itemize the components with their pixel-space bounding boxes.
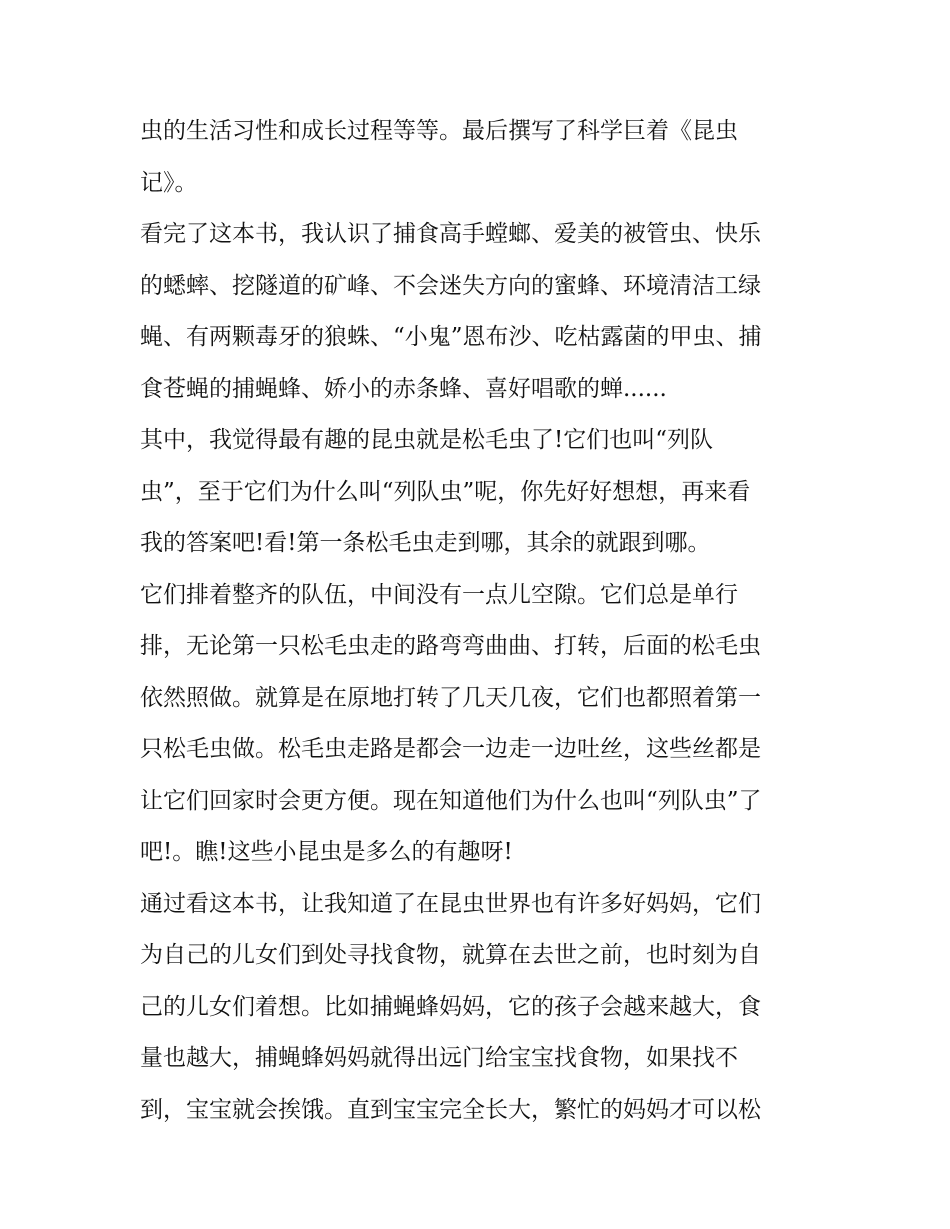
text-line: 记》。: [140, 169, 198, 196]
text-line: 量也越大，捕蝇蜂妈妈就得出远门给宝宝找食物，如果找不: [140, 1045, 738, 1071]
text-line: 通过看这本书，让我知道了在昆虫世界也有许多好妈妈，它们: [140, 890, 761, 917]
text-line: 只松毛虫做。松毛虫走路是都会一边走一边吐丝，这些丝都是: [140, 736, 761, 762]
text-line: 食苍蝇的捕蝇蜂、娇小的赤条蜂、喜好唱歌的蝉......: [140, 375, 667, 402]
text-line: 虫”，至于它们为什么叫“列队虫”呢，你先好好想想，再来看: [140, 478, 751, 505]
text-line: 己的儿女们着想。比如捕蝇蜂妈妈，它的孩子会越来越大，食: [140, 993, 761, 1020]
text-line: 依然照做。就算是在原地打转了几天几夜，它们也都照着第一: [140, 684, 761, 711]
body-text: [140, 106, 820, 1136]
text-line: 其中，我觉得最有趣的昆虫就是松毛虫了!它们也叫“列队: [140, 427, 714, 453]
text-line: 看完了这本书，我认识了捕食高手螳螂、爱美的被管虫、快乐: [140, 221, 761, 247]
text-line: 排，无论第一只松毛虫走的路弯弯曲曲、打转，后面的松毛虫: [140, 633, 761, 659]
text-line: 蝇、有两颗毒牙的狼蛛、“小鬼”恩布沙、吃枯露菌的甲虫、捕: [140, 324, 762, 350]
text-line: 虫的生活习性和成长过程等等。最后撰写了科学巨着《昆虫: [140, 118, 738, 144]
text-line: 到，宝宝就会挨饿。直到宝宝完全长大，繁忙的妈妈才可以松: [140, 1096, 761, 1123]
text-line: 吧!。瞧!这些小昆虫是多么的有趣呀!: [140, 839, 513, 865]
text-line: 的蟋蟀、挖隧道的矿峰、不会迷失方向的蜜蜂、环境清洁工绿: [140, 272, 761, 299]
text-line: 让它们回家时会更方便。现在知道他们为什么也叫“列队虫”了: [140, 787, 762, 814]
text-line: 它们排着整齐的队伍，中间没有一点儿空隙。它们总是单行: [140, 581, 738, 608]
text-line: 我的答案吧!看!第一条松毛虫走到哪，其余的就跟到哪。: [140, 530, 711, 556]
text-line: 为自己的儿女们到处寻找食物，就算在去世之前，也时刻为自: [140, 942, 761, 968]
